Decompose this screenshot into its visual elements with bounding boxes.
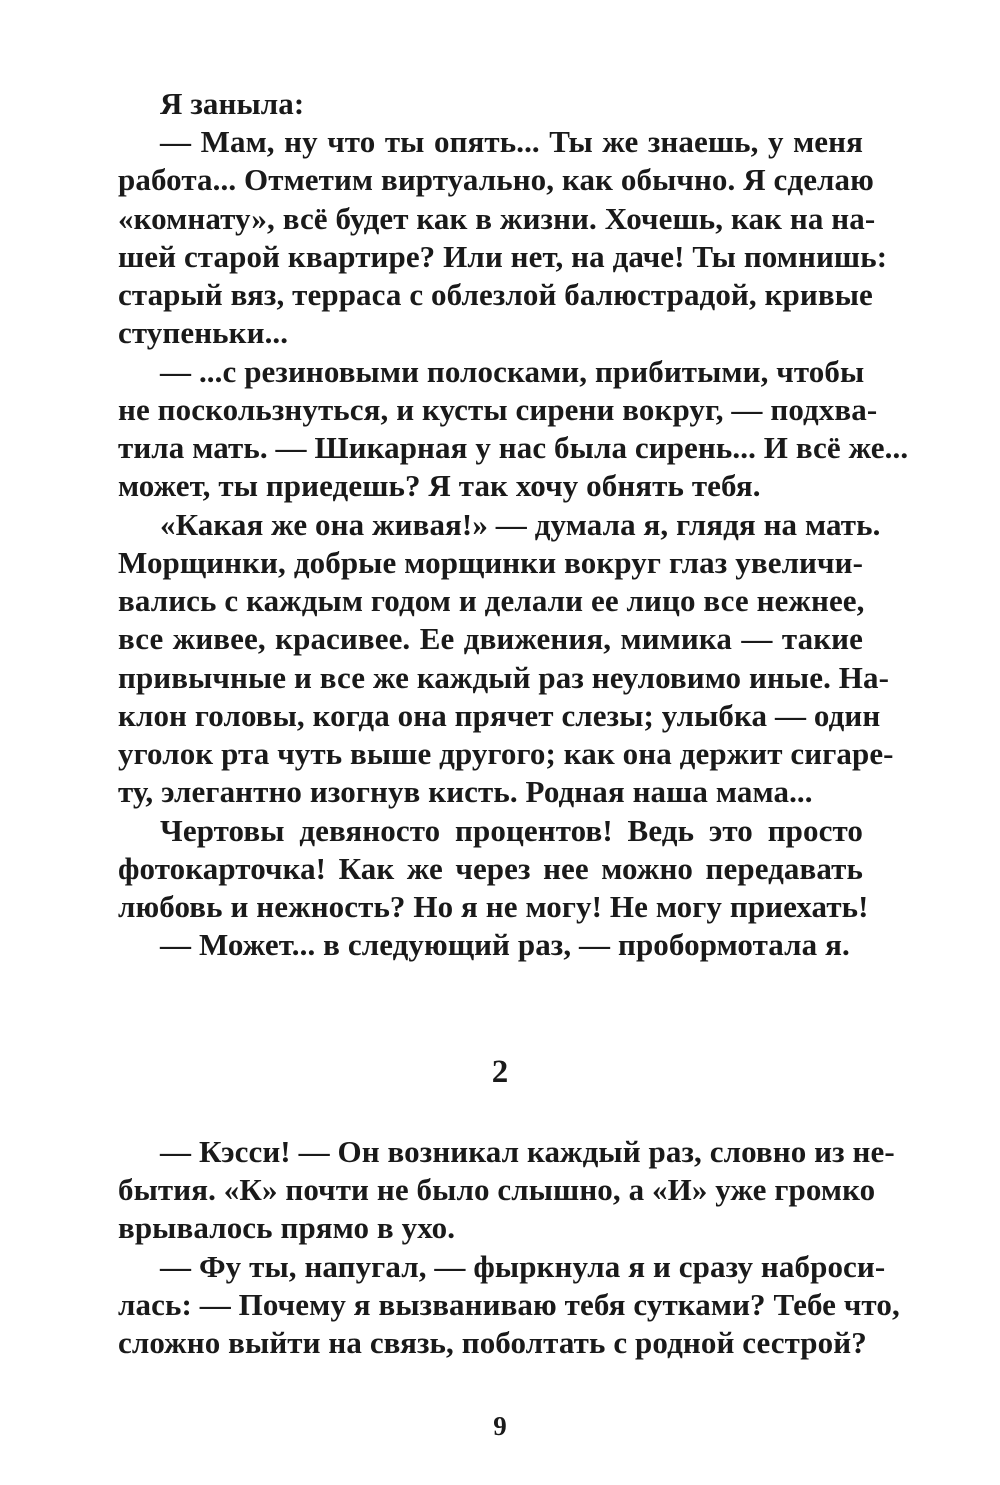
text-line: бытия. «К» почти не было слышно, а «И» уже громко: [118, 1172, 876, 1207]
text-line: «комнату», всё будет как в жизни. Хочешь, как на на-: [118, 201, 876, 236]
text-line: работа... Отметим виртуально, как обычно. Я сделаю: [118, 162, 874, 197]
text-line: — Мам, ну что ты опять... Ты же знаешь, у меня: [160, 124, 863, 159]
text-line: сложно выйти на связь, поболтать с родной сестрой?: [118, 1325, 867, 1360]
text-line: — ...с резиновыми полосками, прибитыми, чтобы: [160, 354, 865, 389]
text-line: все живее, красивее. Ее движения, мимика — такие: [118, 621, 863, 656]
text-line: врывалось прямо в ухо.: [118, 1210, 456, 1245]
text-line: ступеньки...: [118, 315, 289, 350]
text-line: вались с каждым годом и делали ее лицо все нежнее,: [118, 583, 865, 618]
text-line: старый вяз, терраса с облезлой балюстрадой, кривые: [118, 277, 873, 312]
text-line: Чертовы девяносто процентов! Ведь это просто: [160, 813, 863, 848]
text-line: шей старой квартире? Или нет, на даче! Ты помнишь:: [118, 239, 888, 274]
text-line: не поскользнуться, и кусты сирени вокруг, — подхва-: [118, 392, 878, 427]
text-line: лась: — Почему я вызваниваю тебя сутками? Тебе что,: [118, 1287, 900, 1322]
text-line: любовь и нежность? Но я не могу! Не могу приехать!: [118, 889, 869, 924]
text-line: может, ты приедешь? Я так хочу обнять тебя.: [118, 468, 761, 503]
text-line: тила мать. — Шикарная у нас была сирень... И всё же...: [118, 430, 909, 465]
text-line: уголок рта чуть выше другого; как она держит сигаре-: [118, 736, 894, 771]
chapter-heading: 2: [491, 1054, 509, 1090]
text-line: ту, элегантно изогнув кисть. Родная наша мама...: [118, 774, 813, 809]
text-line: клон головы, когда она прячет слезы; улыбка — один: [118, 698, 881, 733]
text-line: — Кэсси! — Он возникал каждый раз, словно из не-: [160, 1134, 895, 1169]
page-number: 9: [493, 1411, 507, 1441]
text-line: фотокарточка! Как же через нее можно передавать: [118, 851, 863, 886]
text-line: Я заныла:: [160, 86, 305, 121]
text-line: — Фу ты, напугал, — фыркнула я и сразу наброси-: [160, 1249, 886, 1284]
text-line: привычные и все же каждый раз неуловимо иные. На-: [118, 660, 890, 695]
text-line: Морщинки, добрые морщинки вокруг глаз увеличи-: [118, 545, 863, 580]
text-line: «Какая же она живая!» — думала я, глядя на мать.: [160, 507, 881, 542]
text-line: — Может... в следующий раз, — пробормотала я.: [160, 927, 850, 962]
